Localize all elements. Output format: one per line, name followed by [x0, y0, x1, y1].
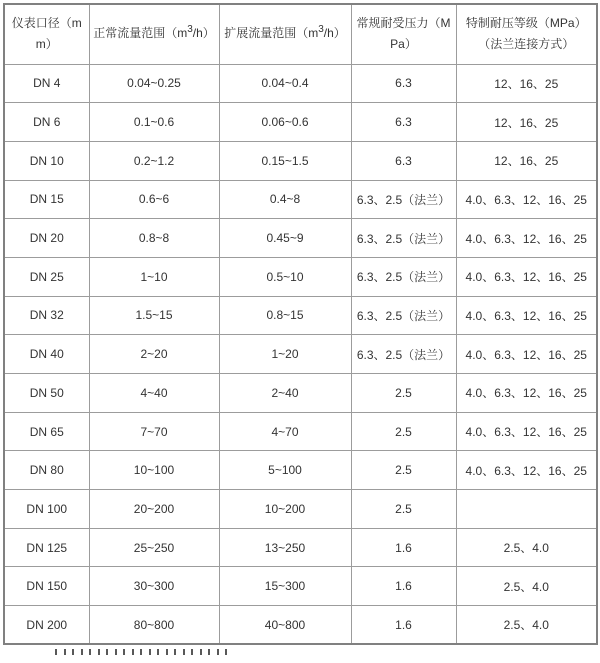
- normal-range-cell: 1.5~15: [89, 296, 219, 335]
- table-row: [4, 451, 597, 490]
- special-pressure-cell: 12、16、25: [456, 141, 597, 180]
- normal-range-cell: 0.8~8: [89, 219, 219, 258]
- special-pressure-cell: 4.0、6.3、12、16、25: [456, 180, 597, 219]
- header-row: [4, 4, 597, 64]
- diameter-cell: DN 4: [4, 64, 89, 103]
- extended-range-cell: 0.8~15: [219, 296, 351, 335]
- superscript-3: 3: [318, 24, 324, 36]
- column-header-diameter: 仪表口径（mm）: [4, 4, 89, 64]
- standard-pressure-cell: 6.3、2.5（法兰）: [351, 180, 456, 219]
- diameter-cell: DN 6: [4, 103, 89, 142]
- column-header-normal-range: [89, 4, 219, 64]
- table-row: [4, 257, 597, 296]
- diameter-cell: DN 65: [4, 412, 89, 451]
- flow-meter-spec-table: [3, 3, 598, 645]
- extended-range-cell: 0.04~0.4: [219, 64, 351, 103]
- special-pressure-cell: 4.0、6.3、12、16、25: [456, 374, 597, 413]
- extended-range-cell: 0.45~9: [219, 219, 351, 258]
- table-row: [4, 606, 597, 645]
- normal-range-cell: 20~200: [89, 490, 219, 529]
- diameter-cell: DN 100: [4, 490, 89, 529]
- extended-range-cell: 10~200: [219, 490, 351, 529]
- table-row: [4, 103, 597, 142]
- extended-range-cell: 2~40: [219, 374, 351, 413]
- table-body: [4, 64, 597, 644]
- special-pressure-cell: 4.0、6.3、12、16、25: [456, 335, 597, 374]
- standard-pressure-cell: 6.3: [351, 64, 456, 103]
- extended-range-cell: 13~250: [219, 528, 351, 567]
- standard-pressure-cell: 2.5: [351, 490, 456, 529]
- table-row: [4, 141, 597, 180]
- standard-pressure-cell: 1.6: [351, 606, 456, 645]
- extended-range-cell: 0.4~8: [219, 180, 351, 219]
- special-pressure-cell: 2.5、4.0: [456, 528, 597, 567]
- normal-range-cell: 25~250: [89, 528, 219, 567]
- normal-range-cell: 0.1~0.6: [89, 103, 219, 142]
- normal-range-cell: 2~20: [89, 335, 219, 374]
- column-header-extended-range: [219, 4, 351, 64]
- normal-range-cell: 4~40: [89, 374, 219, 413]
- table-row: [4, 567, 597, 606]
- diameter-cell: DN 80: [4, 451, 89, 490]
- table-row: [4, 180, 597, 219]
- normal-range-cell: 0.04~0.25: [89, 64, 219, 103]
- standard-pressure-cell: 6.3: [351, 141, 456, 180]
- normal-range-cell: 80~800: [89, 606, 219, 645]
- standard-pressure-cell: 1.6: [351, 567, 456, 606]
- diameter-cell: DN 150: [4, 567, 89, 606]
- table-row: [4, 335, 597, 374]
- standard-pressure-cell: 2.5: [351, 412, 456, 451]
- standard-pressure-cell: 2.5: [351, 451, 456, 490]
- extended-range-cell: 15~300: [219, 567, 351, 606]
- extended-range-cell: 1~20: [219, 335, 351, 374]
- diameter-cell: DN 50: [4, 374, 89, 413]
- diameter-cell: DN 40: [4, 335, 89, 374]
- column-header-standard-pressure: 常规耐受压力（MPa）: [351, 4, 456, 64]
- column-header-normal-range-text: 正常流量范围（m: [93, 26, 188, 41]
- standard-pressure-cell: 2.5: [351, 374, 456, 413]
- superscript-3: 3: [187, 24, 193, 36]
- normal-range-cell: 0.6~6: [89, 180, 219, 219]
- special-pressure-cell: 2.5、4.0: [456, 606, 597, 645]
- extended-range-cell: 40~800: [219, 606, 351, 645]
- diameter-cell: DN 15: [4, 180, 89, 219]
- diameter-cell: DN 200: [4, 606, 89, 645]
- standard-pressure-cell: 6.3、2.5（法兰）: [351, 219, 456, 258]
- diameter-cell: DN 125: [4, 528, 89, 567]
- diameter-cell: DN 20: [4, 219, 89, 258]
- table-row: [4, 296, 597, 335]
- extended-range-cell: 0.06~0.6: [219, 103, 351, 142]
- special-pressure-cell: 2.5、4.0: [456, 567, 597, 606]
- normal-range-cell: 1~10: [89, 257, 219, 296]
- special-pressure-cell: 12、16、25: [456, 103, 597, 142]
- special-pressure-cell: 4.0、6.3、12、16、25: [456, 219, 597, 258]
- special-pressure-cell: 12、16、25: [456, 64, 597, 103]
- clipped-caption-strip: [55, 649, 227, 655]
- column-header-normal-range-unit: /h）: [192, 26, 215, 41]
- column-header-extended-range-unit: /h）: [323, 26, 346, 41]
- normal-range-cell: 0.2~1.2: [89, 141, 219, 180]
- special-pressure-cell: 4.0、6.3、12、16、25: [456, 412, 597, 451]
- extended-range-cell: 4~70: [219, 412, 351, 451]
- normal-range-cell: 10~100: [89, 451, 219, 490]
- table-row: [4, 219, 597, 258]
- special-pressure-cell: 4.0、6.3、12、16、25: [456, 257, 597, 296]
- extended-range-cell: 5~100: [219, 451, 351, 490]
- special-pressure-cell: 4.0、6.3、12、16、25: [456, 451, 597, 490]
- standard-pressure-cell: 1.6: [351, 528, 456, 567]
- diameter-cell: DN 10: [4, 141, 89, 180]
- diameter-cell: DN 25: [4, 257, 89, 296]
- table-row: [4, 374, 597, 413]
- standard-pressure-cell: 6.3、2.5（法兰）: [351, 257, 456, 296]
- table-row: [4, 64, 597, 103]
- extended-range-cell: 0.5~10: [219, 257, 351, 296]
- table-row: [4, 528, 597, 567]
- table-row: [4, 412, 597, 451]
- standard-pressure-cell: 6.3、2.5（法兰）: [351, 296, 456, 335]
- diameter-cell: DN 32: [4, 296, 89, 335]
- column-header-special-pressure: 特制耐压等级（MPa）（法兰连接方式）: [456, 4, 597, 64]
- normal-range-cell: 30~300: [89, 567, 219, 606]
- standard-pressure-cell: 6.3、2.5（法兰）: [351, 335, 456, 374]
- extended-range-cell: 0.15~1.5: [219, 141, 351, 180]
- special-pressure-cell: 4.0、6.3、12、16、25: [456, 296, 597, 335]
- standard-pressure-cell: 6.3: [351, 103, 456, 142]
- special-pressure-cell: [456, 490, 597, 529]
- normal-range-cell: 7~70: [89, 412, 219, 451]
- table-row: [4, 490, 597, 529]
- column-header-extended-range-text: 扩展流量范围（m: [224, 26, 319, 41]
